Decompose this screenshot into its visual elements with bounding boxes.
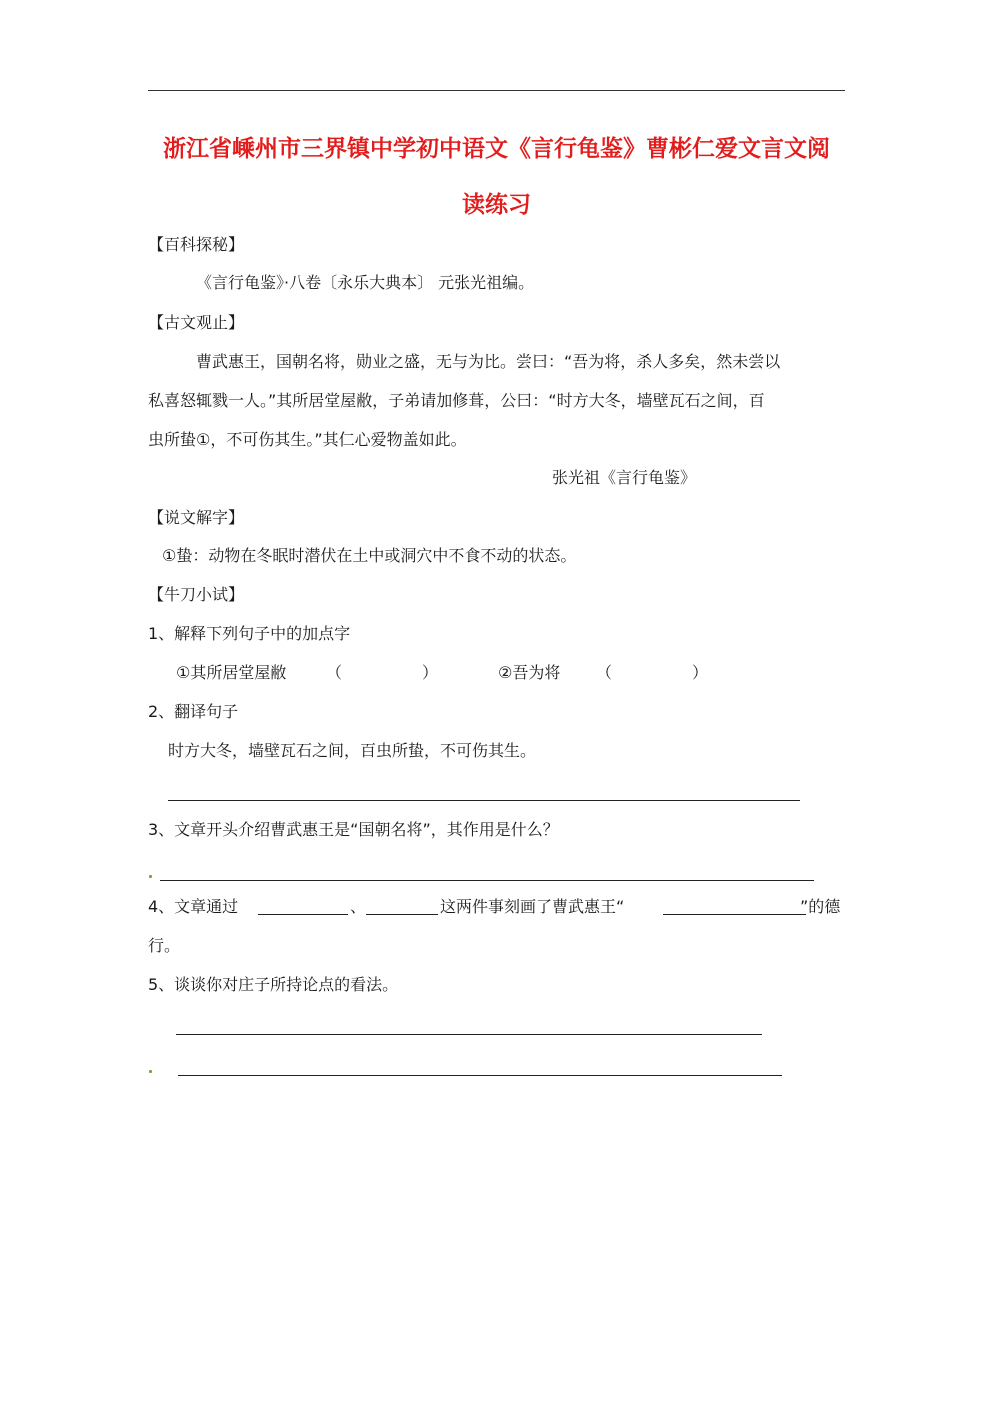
document-title-line1: 浙江省嵊州市三界镇中学初中语文《言行龟鉴》曹彬仁爱文言文阅 xyxy=(163,135,830,162)
green-mark xyxy=(149,1070,152,1073)
question-1-answer-1[interactable]: （ ） xyxy=(326,663,439,682)
passage-line-2: 私喜怒辄戮一人。”其所居堂屋敝，子弟请加修葺，公曰：“时方大冬，墙壁瓦石之间，百 xyxy=(148,391,765,410)
question-4-line-2: 行。 xyxy=(148,936,181,955)
answer-blank-q4-1[interactable] xyxy=(258,914,348,915)
answer-line-q5-1[interactable] xyxy=(176,1034,762,1035)
answer-blank-q4-2[interactable] xyxy=(366,914,438,915)
question-1-item-2: ②吾为将 xyxy=(498,663,561,682)
question-4-part-2: 这两件事刻画了曹武惠王“ xyxy=(440,897,625,916)
document-title-line2: 读练习 xyxy=(462,191,531,218)
header-rule xyxy=(148,90,845,91)
answer-line-q3[interactable] xyxy=(160,880,814,881)
section-heading-baike: 【百科探秘】 xyxy=(148,235,245,254)
passage-source: 张光祖《言行龟鉴》 xyxy=(552,468,697,487)
question-1-label: 1、解释下列句子中的加点字 xyxy=(148,624,351,643)
section-heading-shuowen: 【说文解字】 xyxy=(148,508,245,527)
question-2-label: 2、翻译句子 xyxy=(148,702,239,721)
question-3-label: 3、文章开头介绍曹武惠王是“国朝名将”，其作用是什么？ xyxy=(148,820,559,839)
passage-line-3: 虫所蛰①，不可伤其生。”其仁心爱物盖如此。 xyxy=(148,430,467,449)
question-1-item-1: ①其所居堂屋敝 xyxy=(176,663,287,682)
question-5-label: 5、谈谈你对庄子所持论点的看法。 xyxy=(148,975,399,994)
green-mark xyxy=(149,875,152,878)
question-4-part-1: 4、文章通过 xyxy=(148,897,239,916)
section-heading-niudao: 【牛刀小试】 xyxy=(148,585,245,604)
question-1-answer-2[interactable]: （ ） xyxy=(596,663,709,682)
answer-line-q2[interactable] xyxy=(168,800,800,801)
question-4-separator: 、 xyxy=(350,897,367,916)
passage-line-1: 曹武惠王，国朝名将，勋业之盛，无与为比。尝曰：“吾为将，杀人多矣，然未尝以 xyxy=(196,352,781,371)
answer-line-q5-2[interactable] xyxy=(178,1075,782,1076)
question-4-part-3: ”的德 xyxy=(800,897,841,916)
section-heading-guwen: 【古文观止】 xyxy=(148,313,245,332)
answer-blank-q4-3[interactable] xyxy=(663,914,806,915)
baike-text: 《言行龟鉴》·八卷〔永乐大典本〕 元张光祖编。 xyxy=(196,273,535,292)
annotation-note: ①蛰：动物在冬眠时潜伏在土中或洞穴中不食不动的状态。 xyxy=(162,546,577,565)
question-2-sentence: 时方大冬，墙壁瓦石之间，百虫所蛰，不可伤其生。 xyxy=(168,741,537,760)
